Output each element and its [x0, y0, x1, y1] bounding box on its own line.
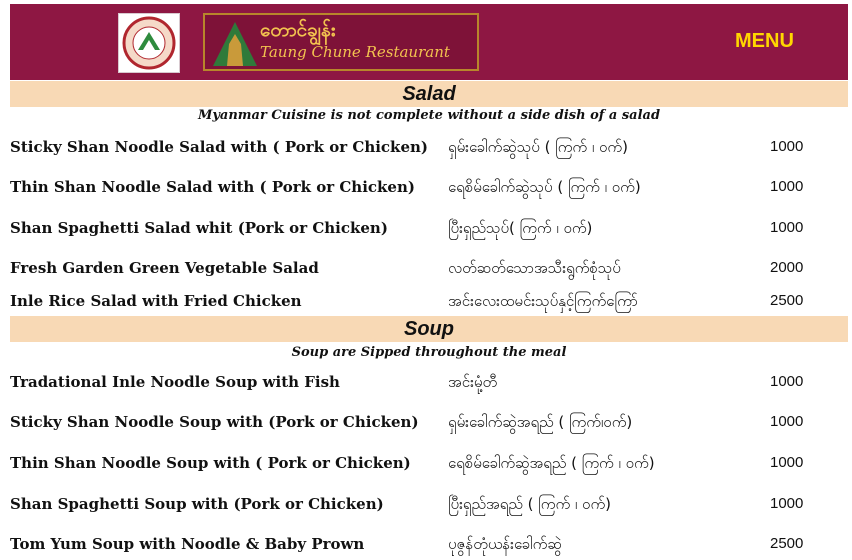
item-price: 1000 [770, 413, 804, 430]
item-name: Sticky Shan Noodle Soup with (Pork or Chicken) [10, 413, 419, 431]
item-name: Tradational Inle Noodle Soup with Fish [10, 373, 340, 391]
item-name: Thin Shan Noodle Soup with ( Pork or Chicken) [10, 454, 411, 472]
brand-name-english: Taung Chune Restaurant [260, 43, 450, 61]
item-name: Tom Yum Soup with Noodle & Baby Prown [10, 535, 365, 553]
item-name-myanmar: လတ်ဆတ်သောအသီးရွက်စုံသုပ် [448, 259, 621, 277]
item-price: 1000 [770, 373, 804, 390]
item-price: 2500 [770, 292, 804, 309]
section-title-salad: Salad [10, 81, 848, 107]
menu-row [10, 533, 848, 555]
menu-row [10, 493, 848, 515]
brand-name-myanmar: တောင်ချွန်း [260, 19, 336, 41]
menu-row [10, 371, 848, 393]
menu-row [10, 452, 848, 474]
item-name-myanmar: ပြီးရှည်သုပ်( ကြက် ၊ ဝက်) [448, 219, 593, 237]
item-name: Inle Rice Salad with Fried Chicken [10, 292, 302, 310]
item-price: 1000 [770, 219, 804, 236]
rmb-logo [118, 13, 180, 73]
section-title-soup: Soup [10, 316, 848, 342]
item-name-myanmar: ပြီးရှည်အရည် ( ကြက် ၊ ဝက်) [448, 495, 612, 513]
item-name-myanmar: အင်းလေးထမင်းသုပ်နှင့်ကြက်ကြော် [448, 292, 638, 310]
restaurant-logo [203, 13, 479, 71]
menu-title: MENU [735, 30, 794, 52]
menu-row [10, 411, 848, 433]
item-name-myanmar: အင်းမုံ့တီ [448, 373, 498, 391]
menu-row [10, 176, 848, 198]
item-name: Shan Spaghetti Soup with (Pork or Chicken) [10, 495, 384, 513]
item-name-myanmar: ရှမ်းခေါက်ဆွဲသုပ် ( ကြက် ၊ ဝက်) [448, 138, 628, 156]
item-price: 1000 [770, 138, 804, 155]
item-name-myanmar: ရေစိမ်ခေါက်ဆွဲသုပ် ( ကြက် ၊ ဝက်) [448, 178, 641, 196]
menu-row [10, 257, 848, 279]
item-name-myanmar: ရေစိမ်ခေါက်ဆွဲအရည် ( ကြက် ၊ ဝက်) [448, 454, 655, 472]
item-price: 1000 [770, 495, 804, 512]
item-name-myanmar: ရှမ်းခေါက်ဆွဲအရည် ( ကြက်၊ဝက်) [448, 413, 633, 431]
header-banner [10, 4, 848, 80]
mountain-figure-icon [211, 16, 261, 68]
item-name: Thin Shan Noodle Salad with ( Pork or Chicken) [10, 178, 415, 196]
item-price: 2000 [770, 259, 804, 276]
item-price: 1000 [770, 454, 804, 471]
item-price: 1000 [770, 178, 804, 195]
item-name: Shan Spaghetti Salad whit (Pork or Chicken) [10, 219, 388, 237]
item-name: Sticky Shan Noodle Salad with ( Pork or Chicken) [10, 138, 428, 156]
menu-row [10, 217, 848, 239]
section-note-salad: Myanmar Cuisine is not complete without a side dish of a salad [197, 108, 661, 123]
item-price: 2500 [770, 535, 804, 552]
section-note-soup: Soup are Sipped throughout the meal [291, 345, 567, 360]
menu-row [10, 136, 848, 158]
item-name: Fresh Garden Green Vegetable Salad [10, 259, 319, 277]
logo-emblem-icon [119, 14, 179, 72]
item-name-myanmar: ပုဇွန်တုံယန်းခေါက်ဆွဲ [448, 535, 562, 553]
menu-row [10, 290, 848, 312]
